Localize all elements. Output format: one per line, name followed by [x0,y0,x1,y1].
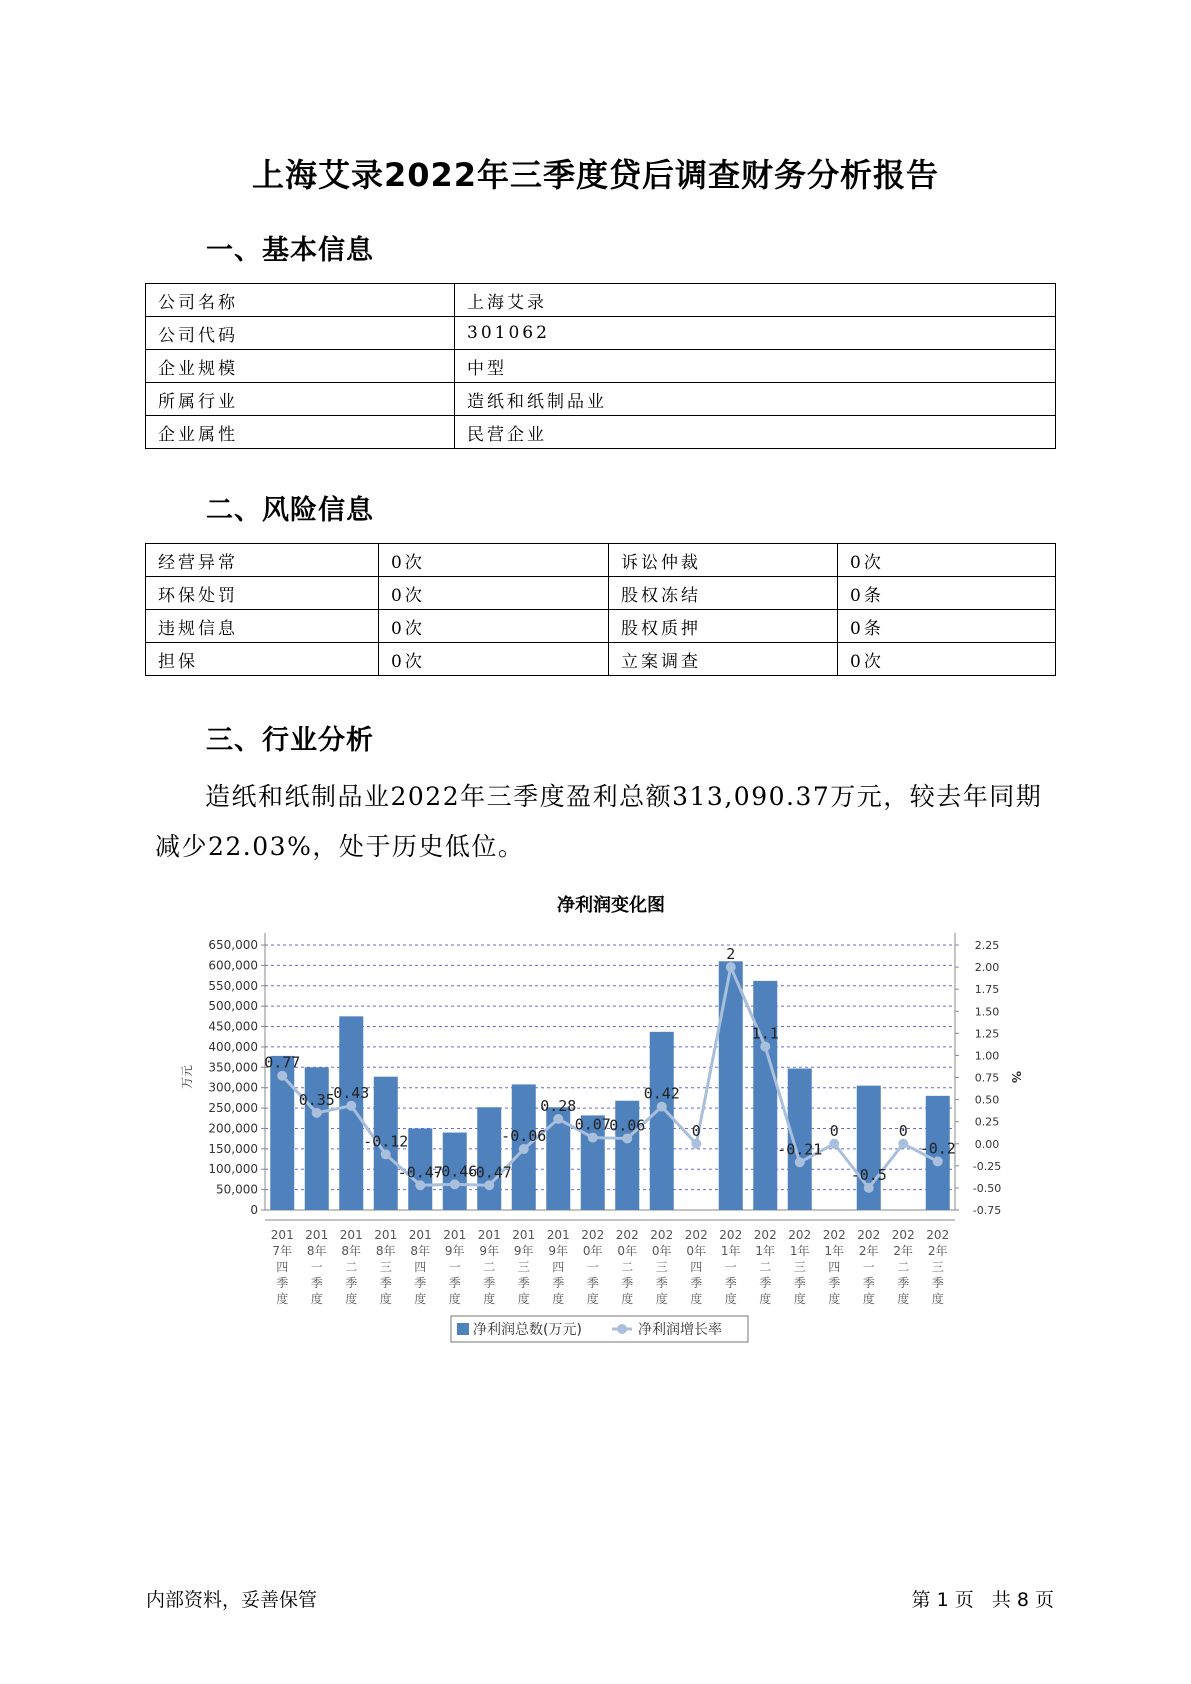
risk-info-value: 0次 [379,643,609,676]
basic-info-value: 造纸和纸制品业 [455,383,1056,416]
x-tick-label-line: 三 [379,1260,392,1274]
growth-point [312,1108,322,1118]
x-tick-label-line: 度 [414,1292,427,1306]
y-left-tick-label: 650,000 [208,938,258,952]
x-tick-label-line: 9年 [444,1244,465,1258]
growth-data-label: 0.07 [574,1115,611,1134]
x-tick-label-line: 202 [650,1228,674,1242]
x-tick-label-line: 201 [374,1228,398,1242]
x-tick-label [650,1228,673,1306]
x-tick-label-line: 度 [310,1292,323,1306]
risk-info-label: 担保 [146,643,379,676]
risk-info-label: 违规信息 [146,610,379,643]
report-title: 上海艾录2022年三季度贷后调查财务分析报告 [251,156,940,194]
x-tick-label-line: 2年 [927,1244,948,1258]
growth-point [691,1139,701,1149]
x-tick-label-line: 二 [759,1260,772,1274]
x-tick-label-line: 8年 [410,1244,431,1258]
growth-data-label: -0.5 [850,1165,887,1184]
table-row [146,577,1056,610]
chart-bars [270,961,950,1210]
x-tick-label-line: 一 [862,1260,875,1274]
growth-point [933,1156,943,1166]
basic-info-value: 301062 [455,317,1056,350]
x-tick-label-line: 202 [615,1228,639,1242]
x-tick-label-line: 季 [483,1276,496,1290]
x-tick-label-line: 四 [552,1260,565,1274]
risk-info-label: 股权冻结 [609,577,838,610]
table-row [146,544,1056,577]
x-tick-label-line: 度 [828,1292,841,1306]
x-tick-label [443,1228,466,1306]
y-left-tick-label: 550,000 [208,978,258,993]
y-right-tick-label: 1.25 [974,1027,1000,1041]
x-tick-label-line: 2年 [858,1244,879,1258]
y-right-tick-label: 0.00 [974,1137,1000,1151]
y-right-tick-label: 2.25 [974,939,1000,952]
basic-info-label: 企业规模 [146,350,455,383]
x-tick-label-line: 度 [379,1292,392,1306]
x-tick-label-line: 202 [822,1228,846,1242]
x-tick-label-line: 季 [414,1276,427,1290]
x-tick-label-line: 202 [926,1228,950,1242]
x-tick-label [892,1228,915,1306]
x-tick-label [547,1228,570,1306]
footer-page-number: 第 1 页 共 8 页 [911,1589,1054,1611]
x-tick-label-line: 201 [443,1228,467,1242]
x-tick-label [719,1228,742,1306]
x-tick-label-line: 202 [684,1228,708,1242]
x-tick-label-line: 度 [862,1292,875,1306]
risk-info-table [145,543,1056,676]
y-right-tick-label: 2.00 [974,961,1000,975]
bar [650,1032,674,1210]
x-tick-label-line: 9年 [513,1244,534,1258]
x-tick-label-line: 度 [552,1292,565,1306]
y-left-tick-label: 50,000 [216,1182,258,1197]
x-tick-label [305,1228,328,1306]
growth-point [588,1133,598,1143]
x-tick-label-line: 度 [483,1292,496,1306]
x-tick-label-line: 0年 [617,1244,638,1258]
x-tick-label-line: 0年 [651,1244,672,1258]
growth-data-label: -0.47 [397,1163,443,1182]
growth-point [829,1139,839,1149]
x-tick-label-line: 1年 [789,1244,810,1258]
risk-info-label: 股权质押 [609,610,838,643]
x-tick-label-line: 202 [788,1228,812,1242]
x-tick-label-line: 三 [517,1260,530,1274]
x-tick-label-line: 季 [793,1276,806,1290]
risk-info-value: 0次 [379,610,609,643]
growth-point [346,1101,356,1111]
x-tick-label-line: 1年 [755,1244,776,1258]
x-tick-label-line: 度 [759,1292,772,1306]
x-tick-label-line: 一 [310,1260,323,1274]
y-right-tick-label: 1.50 [974,1005,1000,1019]
x-tick-label-line: 二 [621,1260,634,1274]
x-tick-label-line: 一 [586,1260,599,1274]
risk-info-label: 诉讼仲裁 [609,544,838,577]
x-tick-label-line: 二 [483,1260,496,1274]
y-right-tick-label: -0.50 [972,1181,1002,1195]
net-profit-chart [0,890,1191,1360]
basic-info-value: 中型 [455,350,1056,383]
x-tick-label-line: 季 [310,1276,323,1290]
x-tick-label-line: 季 [345,1276,358,1290]
bar [339,1016,363,1210]
x-tick-label [754,1228,777,1306]
growth-point [726,962,736,972]
x-tick-label [616,1228,639,1306]
y-right-tick-label: 1.75 [974,983,1000,997]
growth-point [381,1149,391,1159]
growth-data-label: -0.21 [777,1140,823,1159]
section-heading-risk-info: 二、风险信息 [206,495,374,526]
basic-info-value: 上海艾录 [455,284,1056,317]
table-row [146,350,1056,383]
chart-legend [451,1316,748,1342]
growth-data-label: 0.35 [298,1090,335,1109]
legend-line-marker [617,1324,627,1334]
x-tick-label-line: 度 [276,1292,289,1306]
growth-point [657,1102,667,1112]
table-row [146,643,1056,676]
x-tick-label-line: 度 [448,1292,461,1306]
x-tick-label [512,1228,535,1306]
x-tick-label-line: 三 [931,1260,944,1274]
x-tick-label [788,1228,811,1306]
growth-data-label: 0 [691,1121,701,1140]
x-tick-label-line: 度 [517,1292,530,1306]
x-tick-label-line: 1年 [720,1244,741,1258]
risk-info-value: 0次 [838,544,1056,577]
x-tick-label-line: 202 [719,1228,743,1242]
x-tick-label-line: 201 [546,1228,570,1242]
x-tick-label-line: 季 [621,1276,634,1290]
x-tick-label-line: 四 [828,1260,841,1274]
legend-bar-label: 净利润总数(万元) [473,1322,582,1338]
bar [477,1107,501,1210]
growth-point [415,1180,425,1190]
x-tick-label-line: 四 [276,1260,289,1274]
x-tick-label-line: 8年 [306,1244,327,1258]
y-right-tick-label: 1.00 [974,1049,1000,1063]
table-row [146,317,1056,350]
growth-point [277,1071,287,1081]
bar [719,961,743,1210]
y-left-tick-label: 450,000 [208,1019,258,1034]
x-tick-label-line: 季 [759,1276,772,1290]
table-row [146,416,1056,449]
y-left-tick-label: 250,000 [208,1101,258,1116]
x-tick-label-line: 8年 [375,1244,396,1258]
x-tick-label-line: 度 [931,1292,944,1306]
y-left-tick-label: 100,000 [208,1162,258,1177]
basic-info-label: 企业属性 [146,416,455,449]
x-tick-label-line: 9年 [548,1244,569,1258]
growth-point [519,1144,529,1154]
basic-info-label: 所属行业 [146,383,455,416]
x-tick-label-line: 202 [857,1228,881,1242]
growth-data-label: -0.12 [363,1132,409,1151]
x-tick-label-line: 201 [339,1228,363,1242]
risk-info-label: 环保处罚 [146,577,379,610]
growth-data-label: -0.47 [466,1163,512,1182]
x-tick-label-line: 季 [828,1276,841,1290]
y-right-tick-label: 0.75 [974,1071,1000,1085]
x-tick-label-line: 季 [931,1276,944,1290]
growth-data-label: 0.77 [264,1053,301,1072]
x-tick-label-line: 季 [586,1276,599,1290]
y-left-tick-label: 200,000 [208,1121,258,1136]
growth-data-label: -0.46 [432,1162,478,1181]
x-tick-label [374,1228,397,1306]
basic-info-table [145,283,1056,449]
x-tick-label-line: 季 [517,1276,530,1290]
x-tick-label-line: 0年 [686,1244,707,1258]
section-heading-basic-info: 一、基本信息 [206,235,374,266]
x-tick-label-line: 二 [897,1260,910,1274]
x-tick-label-line: 度 [345,1292,358,1306]
y-left-tick-label: 500,000 [208,999,258,1014]
y-right-tick-label: -0.25 [972,1159,1002,1173]
risk-info-label: 立案调查 [609,643,838,676]
x-tick-label-line: 202 [753,1228,777,1242]
x-tick-label-line: 季 [690,1276,703,1290]
growth-data-label: 0.43 [333,1083,370,1102]
y-left-tick-label: 350,000 [208,1060,258,1075]
x-tick-label-line: 度 [897,1292,910,1306]
x-tick-label-line: 季 [724,1276,737,1290]
x-tick-label-line: 201 [270,1228,294,1242]
x-tick-label-line: 一 [448,1260,461,1274]
y-left-tick-label: 400,000 [208,1039,258,1054]
risk-info-value: 0次 [379,544,609,577]
x-tick-label-line: 四 [690,1260,703,1274]
y-right-tick-label: 0.50 [974,1093,1000,1107]
x-tick-label [823,1228,846,1306]
x-tick-label-line: 度 [690,1292,703,1306]
x-tick-label-line: 季 [862,1276,875,1290]
growth-point [760,1042,770,1052]
risk-info-value: 0条 [838,610,1056,643]
y-right-axis-title: % [1009,1070,1023,1084]
growth-data-label: 1.1 [751,1024,779,1043]
x-tick-label-line: 一 [724,1260,737,1274]
footer-confidential: 内部资料，妥善保管 [146,1589,318,1611]
x-tick-label-line: 202 [891,1228,915,1242]
x-tick-label-line: 季 [448,1276,461,1290]
y-right-tick-label: -0.75 [972,1204,1002,1217]
growth-point [864,1183,874,1193]
bar [753,981,777,1210]
growth-data-label: 0.28 [540,1097,577,1116]
growth-point [898,1139,908,1149]
x-tick-label-line: 9年 [479,1244,500,1258]
y-left-axis-title: 万元 [180,1064,194,1090]
growth-data-label: 0 [829,1121,839,1140]
bar [305,1067,329,1210]
x-tick-label-line: 2年 [893,1244,914,1258]
legend-line-label: 净利润增长率 [638,1322,722,1338]
risk-info-value: 0次 [838,643,1056,676]
basic-info-label: 公司代码 [146,317,455,350]
x-tick-label-line: 四 [414,1260,427,1274]
x-tick-label-line: 季 [552,1276,565,1290]
chart-x-ticks [271,1228,949,1306]
x-tick-label-line: 三 [793,1260,806,1274]
risk-info-value: 0次 [379,577,609,610]
risk-info-value: 0条 [838,577,1056,610]
risk-info-label: 经营异常 [146,544,379,577]
x-tick-label [581,1228,604,1306]
x-tick-label-line: 度 [724,1292,737,1306]
growth-data-label: 0.42 [643,1084,680,1103]
x-tick-label [685,1228,708,1306]
basic-info-value: 民营企业 [455,416,1056,449]
x-tick-label-line: 季 [897,1276,910,1290]
table-row [146,610,1056,643]
growth-point [622,1133,632,1143]
growth-point [450,1179,460,1189]
basic-info-label: 公司名称 [146,284,455,317]
x-tick-label-line: 季 [655,1276,668,1290]
x-tick-label-line: 201 [408,1228,432,1242]
x-tick-label [271,1228,294,1306]
y-left-tick-label: 300,000 [208,1080,258,1095]
x-tick-label [926,1228,949,1306]
growth-data-label: 2 [726,945,736,964]
x-tick-label-line: 7年 [272,1244,293,1258]
growth-data-label: -0.06 [501,1127,547,1146]
x-tick-label [478,1228,501,1306]
growth-point [795,1157,805,1167]
growth-point [484,1180,494,1190]
x-tick-label-line: 度 [586,1292,599,1306]
x-tick-label-line: 二 [345,1260,358,1274]
growth-data-label: -0.2 [919,1139,956,1158]
x-tick-label-line: 季 [379,1276,392,1290]
chart-title: 净利润变化图 [557,895,665,916]
x-tick-label-line: 季 [276,1276,289,1290]
x-tick-label-line: 度 [793,1292,806,1306]
chart-labels [264,945,956,1184]
table-row [146,284,1056,317]
x-tick-label-line: 201 [512,1228,536,1242]
growth-point [553,1114,563,1124]
growth-data-label: 0 [898,1121,908,1140]
x-tick-label [340,1228,363,1306]
y-left-tick-label: 600,000 [208,958,258,973]
x-tick-label [409,1228,432,1306]
x-tick-label-line: 1年 [824,1244,845,1258]
legend-bar-swatch [457,1323,469,1335]
y-left-tick-label: 150,000 [208,1141,258,1156]
x-tick-label-line: 三 [655,1260,668,1274]
growth-data-label: 0.06 [609,1116,646,1135]
y-right-tick-label: 0.25 [974,1115,1000,1129]
x-tick-label-line: 201 [305,1228,329,1242]
x-tick-label-line: 0年 [582,1244,603,1258]
y-left-tick-label: 0 [250,1203,258,1217]
x-tick-label-line: 度 [621,1292,634,1306]
section-heading-industry-analysis: 三、行业分析 [206,725,374,756]
x-tick-label [857,1228,880,1306]
table-row [146,383,1056,416]
x-tick-label-line: 202 [581,1228,605,1242]
x-tick-label-line: 201 [477,1228,501,1242]
industry-analysis-paragraph: 造纸和纸制品业2022年三季度盈利总额313,090.37万元，较去年同期减少22.03%，处于历史低位。 [155,782,1043,861]
x-tick-label-line: 度 [655,1292,668,1306]
x-tick-label-line: 8年 [341,1244,362,1258]
